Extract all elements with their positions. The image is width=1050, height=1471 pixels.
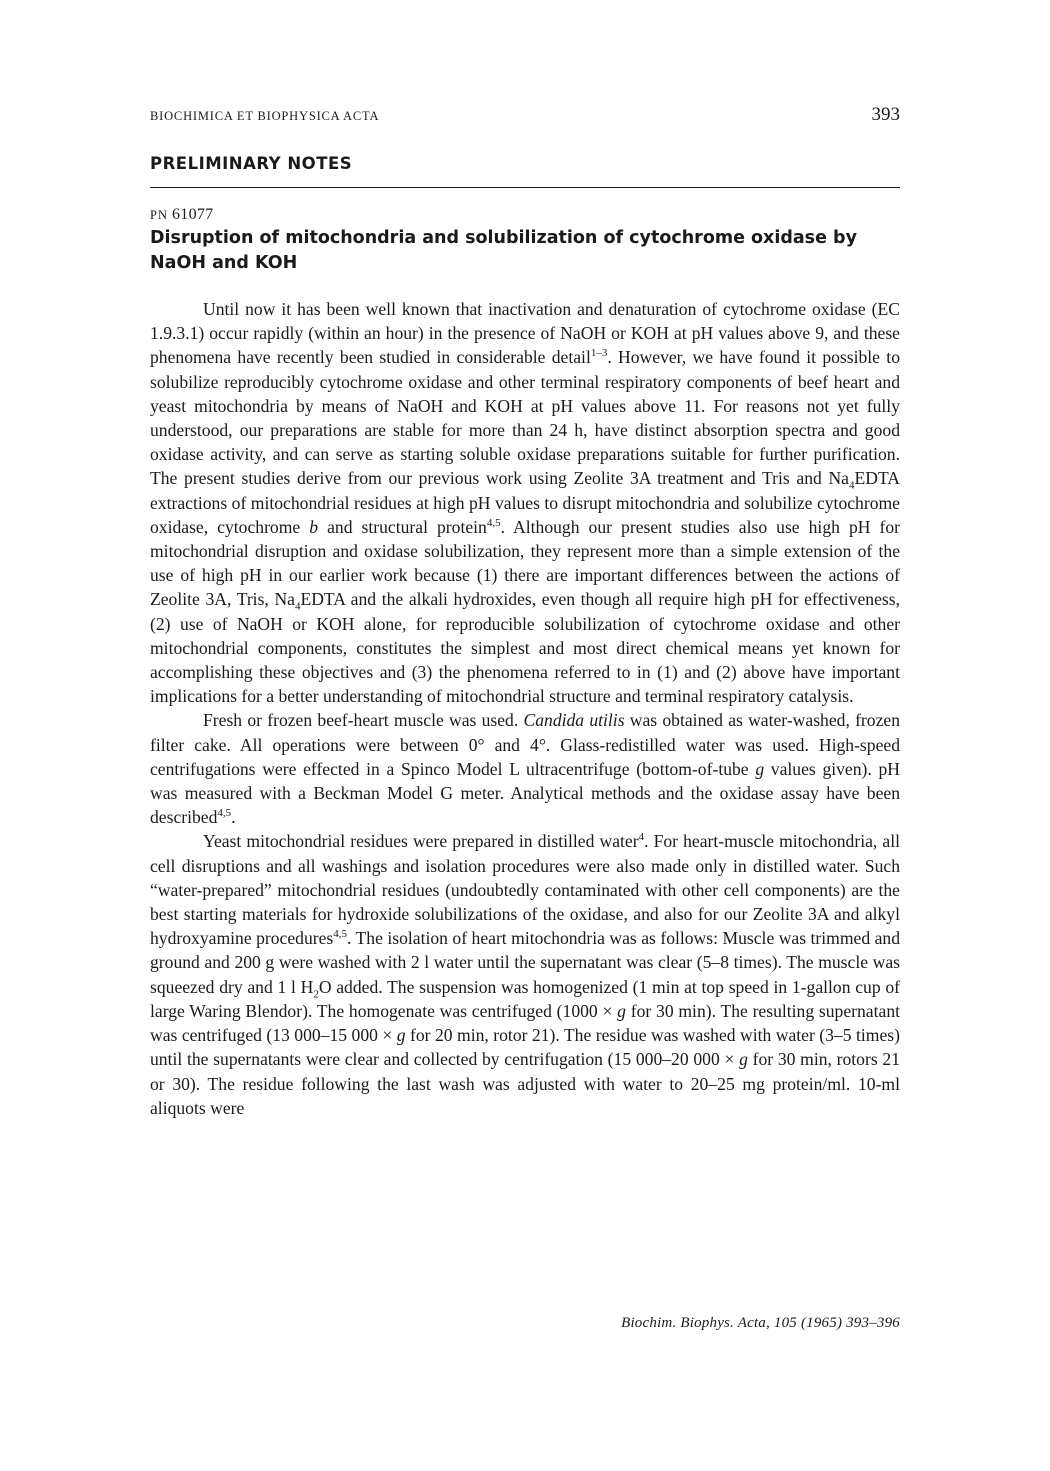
running-head (150, 104, 900, 130)
reference-superscript: 4,5 (217, 807, 232, 820)
text-run: . (231, 807, 236, 828)
text-run: EDTA and the alkali hydroxides, even though all require high pH for effectiveness, (2) use of NaOH or KOH alone, for reproducible solubilization of cytochrome oxidase and other mitochondrial components, constitutes the simplest and most direct chemical means yet known for accomplishing these objectives and (3) the phenomena referred to in (1) and (2) above have important implications for a better understanding of mitochondrial structure and terminal respiratory catalysis. (150, 589, 900, 707)
reference-superscript: 4,5 (333, 928, 348, 941)
note-id (150, 206, 900, 224)
article-body (150, 297, 900, 1120)
page (150, 104, 900, 1120)
reference-superscript: 4 (638, 831, 645, 844)
page-number: 393 (871, 104, 900, 125)
text-run: for 30 min). The resulting supernatant was centrifuged (13 000–15 000 × (150, 1000, 901, 1046)
note-id-number: 61077 (171, 206, 214, 223)
paragraph-2 (150, 708, 900, 829)
italic-text: b (309, 516, 319, 537)
italic-text: Candida utilis (523, 710, 625, 731)
text-run: . The isolation of heart mitochondria was as follows: Muscle was trimmed and ground and 200 g were washed with 2 l water until the supernatant was clear (5–8 times). The muscle was squeezed dry and 1 l H (150, 928, 900, 997)
text-run: Fresh or frozen beef-heart muscle was used. (203, 710, 524, 731)
text-run: values given). pH was measured with a Beckman Model G meter. Analytical methods and the oxidase assay have been described (150, 758, 900, 828)
text-run: and structural protein (318, 516, 487, 537)
italic-text: g (755, 758, 765, 779)
text-run: for 30 min, rotors 21 or 30). The residue following the last wash was adjusted with water to 20–25 mg protein/ml. 10-ml aliquots were (150, 1049, 900, 1118)
subscript: 4 (294, 600, 301, 613)
text-run: EDTA extractions of mitochondrial residues at high pH values to disrupt mitochondria and solubilize cytochrome oxidase, cytochrome (150, 468, 900, 537)
footer-citation: Biochim. Biophys. Acta, 105 (1965) 393–396 (621, 1315, 900, 1331)
text-run: O added. The suspension was homogenized (1 min at top speed in 1-gallon cup of large Waring Blendor). The homogenate was centrifuged (1000 × (150, 976, 900, 1021)
italic-text: g (617, 1000, 626, 1021)
italic-text: g (739, 1049, 748, 1070)
italic-text: g (396, 1025, 406, 1046)
article-title: Disruption of mitochondria and solubilization of cytochrome oxidase by NaOH and KOH (150, 228, 857, 273)
text-run: . For heart-muscle mitochondria, all cell disruptions and all washings and isolation procedures were also made only in distilled water. Such “water-prepared” mitochondrial residues (undoubtedly contaminated with other cell components) are the best starting materials for hydroxide solubilizations of the oxidase, and also for our Zeolite 3A and alkyl hydroxyamine procedures (150, 831, 900, 949)
text-run: . Although our present studies also use high pH for mitochondrial disruption and oxidase solubilization, they represent more than a simple extension of the use of high pH in our earlier work because (1) there are important differences between the actions of Zeolite 3A, Tris, Na (150, 516, 900, 610)
section-heading: PRELIMINARY NOTES (150, 154, 900, 188)
reference-superscript: 4,5 (486, 516, 501, 529)
subscript: 4 (849, 479, 855, 492)
text-run: Until now it has been well known that inactivation and denaturation of cytochrome oxidase (EC 1.9.3.1) occur rapidly (within an hour) in the presence of NaOH or KOH at pH values above 9, and these phenomena have recently been studied in considerable detail (150, 299, 900, 368)
journal-name: BIOCHIMICA ET BIOPHYSICA ACTA (150, 109, 380, 123)
reference-superscript: 1–3 (590, 347, 608, 360)
note-id-prefix: PN (150, 208, 168, 222)
text-run: . However, we have found it possible to solubilize reproducibly cytochrome oxidase and other terminal respiratory components of beef heart and yeast mitochondria by means of NaOH and KOH at pH values above 11. For reasons not yet fully understood, our preparations are stable for more than 24 h, have distinct absorption spectra and good oxidase activity, and can serve as starting soluble oxidase preparations suitable for further purification. The present studies derive from our previous work using Zeolite 3A treatment and Tris and Na (150, 347, 900, 489)
paragraph-3 (150, 829, 900, 1119)
text-run: for 20 min, rotor 21). The residue was washed with water (3–5 times) until the supernatants were clear and collected by centrifugation (15 000–20 000 × (150, 1025, 900, 1070)
text-run: Yeast mitochondrial residues were prepared in distilled water (203, 831, 639, 852)
subscript: 2 (313, 988, 319, 1001)
paragraph-1 (150, 297, 900, 708)
text-run: was obtained as water-washed, frozen filter cake. All operations were between 0° and 4°. Glass-redistilled water was used. High-speed centrifugations were effected in a Spinco Model L ultracentrifuge (bottom-of-tube (150, 710, 901, 779)
